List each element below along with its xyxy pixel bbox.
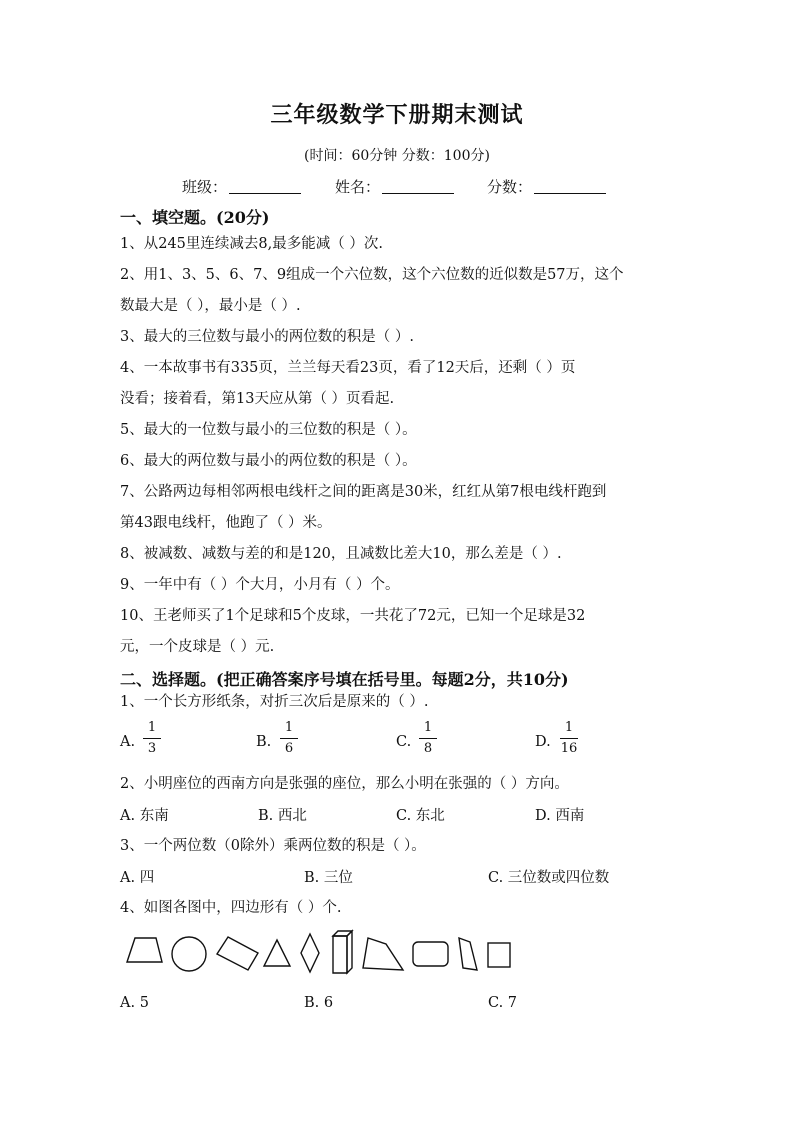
q2-text: 2、小明座位的西南方向是张强的座位，那么小明在张强的（ ）方向。 xyxy=(120,776,569,792)
rhombus-shape xyxy=(301,934,319,972)
q1-option-c-letter: C. xyxy=(396,734,412,750)
exam-subtitle: (时间：60分钟 分数：100分) xyxy=(304,148,490,164)
q2-option-c: C. 东北 xyxy=(396,808,445,824)
rounded-rectangle-shape xyxy=(413,942,448,966)
s1-line-7: 5、最大的一位数与最小的三位数的积是（ ）。 xyxy=(120,422,417,438)
s1-line-11: 8、被减数、减数与差的和是120，且减数比差大10，那么差是（ ）. xyxy=(120,546,562,562)
s1-line-10: 第43跟电线杆，他跑了（ ）米。 xyxy=(120,515,332,531)
s1-line-4: 3、最大的三位数与最小的两位数的积是（ ）. xyxy=(120,329,414,345)
fraction-denominator: 8 xyxy=(423,741,433,756)
s1-line-13: 10、王老师买了1个足球和5个皮球，一共花了72元，已知一个足球是32 xyxy=(120,608,586,624)
q4-option-a: A. 5 xyxy=(120,995,149,1011)
prism-front-face xyxy=(333,936,347,973)
triangle-shape xyxy=(264,940,290,966)
class-label: 班级： xyxy=(182,178,228,196)
fraction-numerator: 1 xyxy=(423,720,433,735)
s1-line-9: 7、公路两边每相邻两根电线杆之间的距离是30米，红红从第7根电线杆跑到 xyxy=(120,484,607,500)
fraction-bar xyxy=(280,738,298,739)
fraction-numerator: 1 xyxy=(564,720,574,735)
fraction-bar xyxy=(143,738,161,739)
s1-line-5: 4、一本故事书有335页，兰兰每天看23页，看了12天后，还剩（ ）页 xyxy=(120,360,576,376)
fraction-denominator: 16 xyxy=(560,741,578,756)
name-field xyxy=(335,176,454,197)
q4-option-c: C. 7 xyxy=(488,995,518,1011)
name-label: 姓名： xyxy=(335,178,381,196)
circle-shape xyxy=(172,937,206,971)
irregular-quadrilateral-shape xyxy=(363,938,403,970)
section-2-heading: 二、选择题。(把正确答案序号填在括号里。每题2分，共10分) xyxy=(120,670,569,689)
q4-option-b: B. 6 xyxy=(304,995,334,1011)
q1-option-d-letter: D. xyxy=(535,734,551,750)
fraction-numerator: 1 xyxy=(147,720,157,735)
q1-option-a-letter: A. xyxy=(120,734,136,750)
s1-line-1: 1、从245里连续减去8,最多能减（ ）次. xyxy=(120,236,383,252)
prism-side-face xyxy=(347,931,352,973)
s1-line-14: 元，一个皮球是（ ）元. xyxy=(120,639,275,655)
trapezoid-shape xyxy=(127,938,162,962)
parallelogram-shape xyxy=(459,938,477,970)
s1-line-3: 数最大是（ ），最小是（ ）. xyxy=(120,298,301,314)
fraction-bar xyxy=(560,738,578,739)
square-shape xyxy=(488,943,510,967)
s1-line-2: 2、用1、3、5、6、7、9组成一个六位数，这个六位数的近似数是57万，这个 xyxy=(120,267,624,283)
q4-text: 4、如图各图中，四边形有（ ）个. xyxy=(120,900,342,916)
section-1-heading: 一、填空题。(20分) xyxy=(120,208,270,227)
s1-line-12: 9、一年中有（ ）个大月，小月有（ ）个。 xyxy=(120,577,400,593)
tilted-rectangle-shape xyxy=(217,937,258,970)
q1-option-c-fraction xyxy=(417,720,439,757)
fraction-bar xyxy=(419,738,437,739)
fraction-denominator: 3 xyxy=(147,741,157,756)
q3-option-c: C. 三位数或四位数 xyxy=(488,870,610,886)
fraction-numerator: 1 xyxy=(284,720,294,735)
q2-option-d: D. 西南 xyxy=(535,808,585,824)
score-field xyxy=(487,176,606,197)
q1-option-d-fraction xyxy=(558,720,580,757)
q1-text: 1、一个长方形纸条，对折三次后是原来的（ ）. xyxy=(120,694,429,710)
page-title: 三年级数学下册期末测试 xyxy=(270,102,524,128)
name-blank xyxy=(382,179,454,194)
q1-option-b-fraction xyxy=(278,720,300,757)
fraction-denominator: 6 xyxy=(284,741,294,756)
shapes-figure xyxy=(120,928,520,978)
q3-text: 3、一个两位数（0除外）乘两位数的积是（ ）。 xyxy=(120,838,426,854)
score-blank xyxy=(534,179,606,194)
class-field xyxy=(182,176,301,197)
s1-line-6: 没看；接着看，第13天应从第（ ）页看起. xyxy=(120,391,395,407)
q1-option-b-letter: B. xyxy=(256,734,272,750)
q2-option-b: B. 西北 xyxy=(258,808,307,824)
q2-option-a: A. 东南 xyxy=(120,808,169,824)
s1-line-8: 6、最大的两位数与最小的两位数的积是（ ）。 xyxy=(120,453,417,469)
q3-option-b: B. 三位 xyxy=(304,870,353,886)
class-blank xyxy=(229,179,301,194)
score-label: 分数： xyxy=(487,178,533,196)
q1-option-a-fraction xyxy=(141,720,163,757)
q3-option-a: A. 四 xyxy=(120,870,155,886)
